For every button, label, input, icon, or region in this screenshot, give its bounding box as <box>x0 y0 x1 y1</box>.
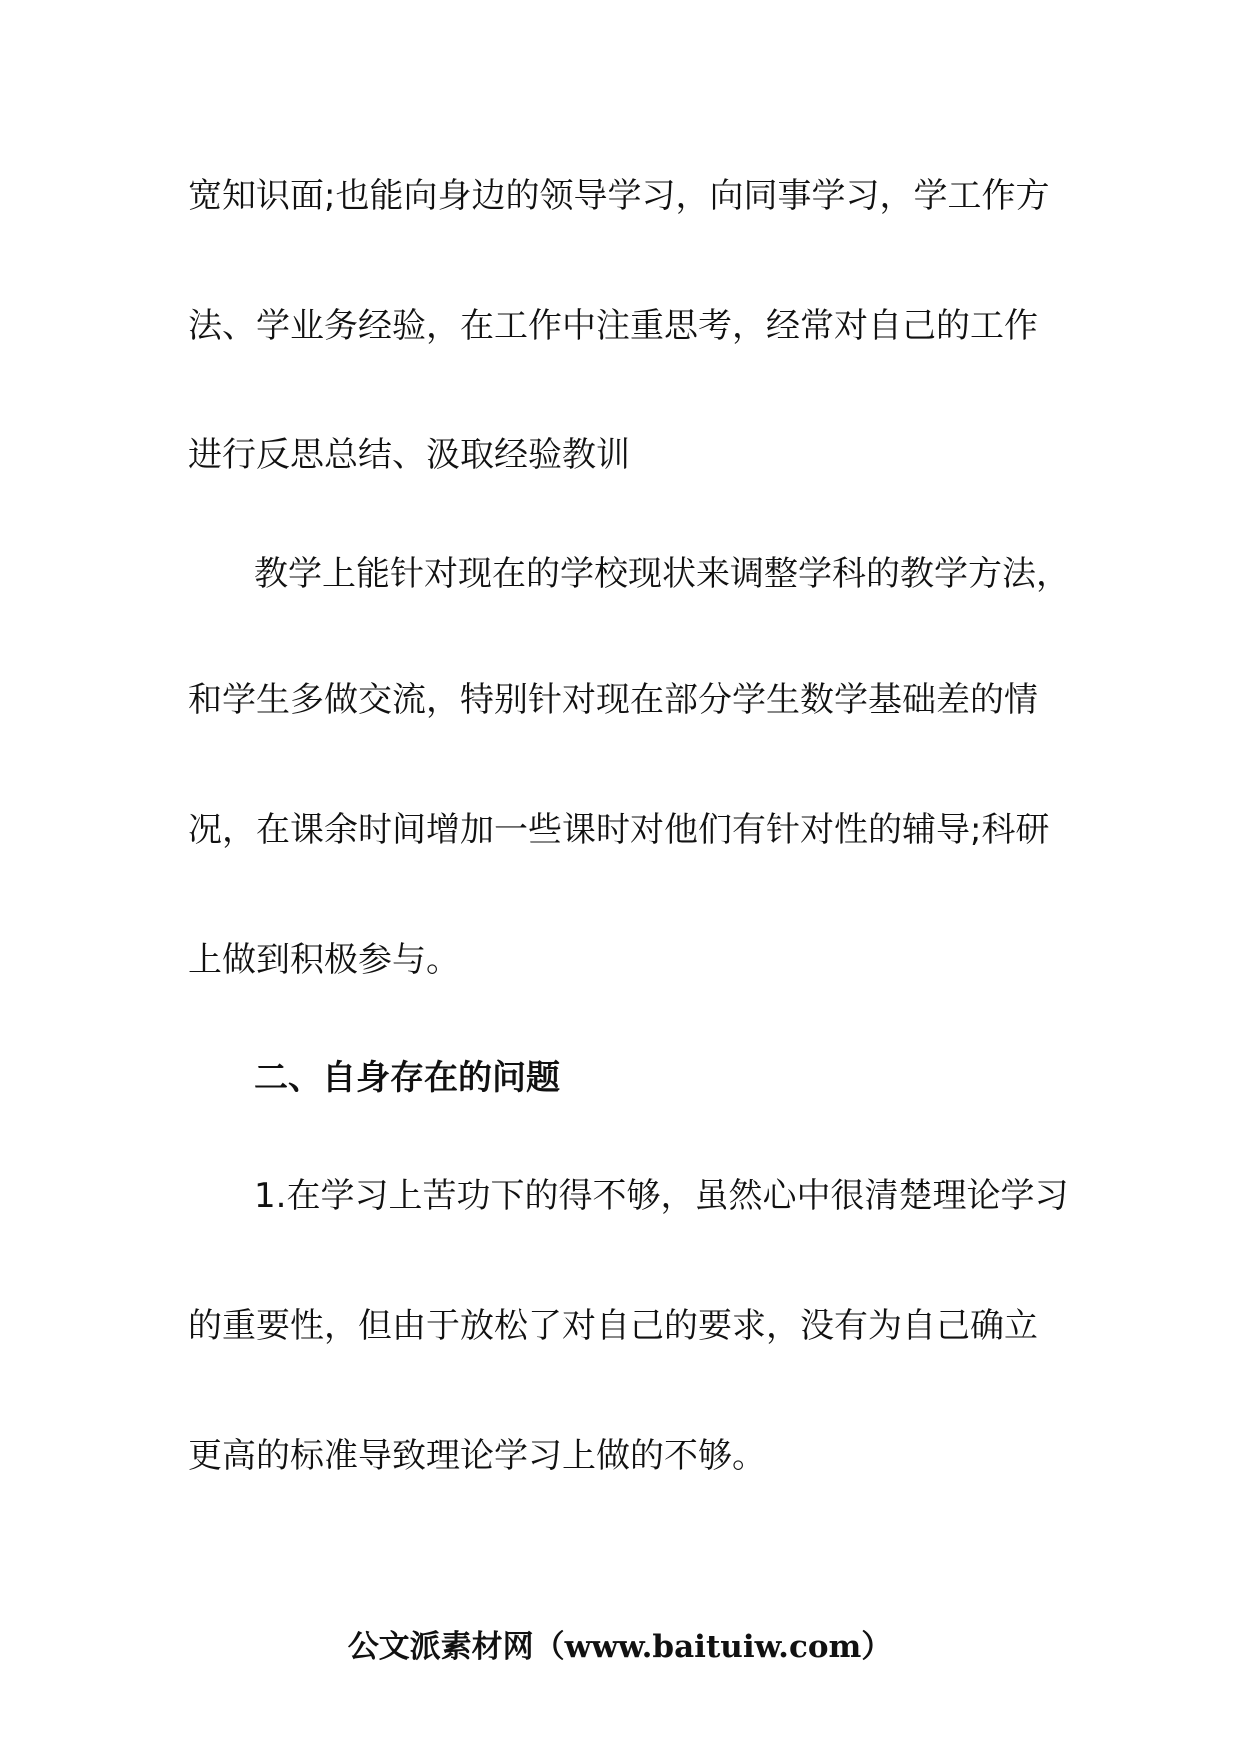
paragraph2-line-1: 教学上能针对现在的学校现状来调整学科的教学方法， <box>254 554 1070 594</box>
section-heading: 二、自身存在的问题 <box>254 1058 560 1098</box>
paragraph1-line-1: 宽知识面;也能向身边的领导学习，向同事学习，学工作方 <box>188 176 1050 216</box>
paragraph3-line-1: 1.在学习上苦功下的得不够，虽然心中很清楚理论学习 <box>254 1176 1069 1216</box>
footer-watermark: 公文派素材网（www.baituiw.com） <box>347 1629 893 1665</box>
paragraph3-line-2: 的重要性，但由于放松了对自己的要求，没有为自己确立 <box>188 1306 1038 1346</box>
paragraph3-line-3: 更高的标准导致理论学习上做的不够。 <box>188 1436 766 1476</box>
paragraph1-line-3: 进行反思总结、汲取经验教训 <box>188 435 630 475</box>
paragraph1-line-2: 法、学业务经验，在工作中注重思考，经常对自己的工作 <box>188 306 1038 346</box>
paragraph2-line-3: 况，在课余时间增加一些课时对他们有针对性的辅导;科研 <box>188 810 1050 850</box>
paragraph2-line-2: 和学生多做交流，特别针对现在部分学生数学基础差的情 <box>188 680 1038 720</box>
paragraph2-line-4: 上做到积极参与。 <box>188 940 460 980</box>
